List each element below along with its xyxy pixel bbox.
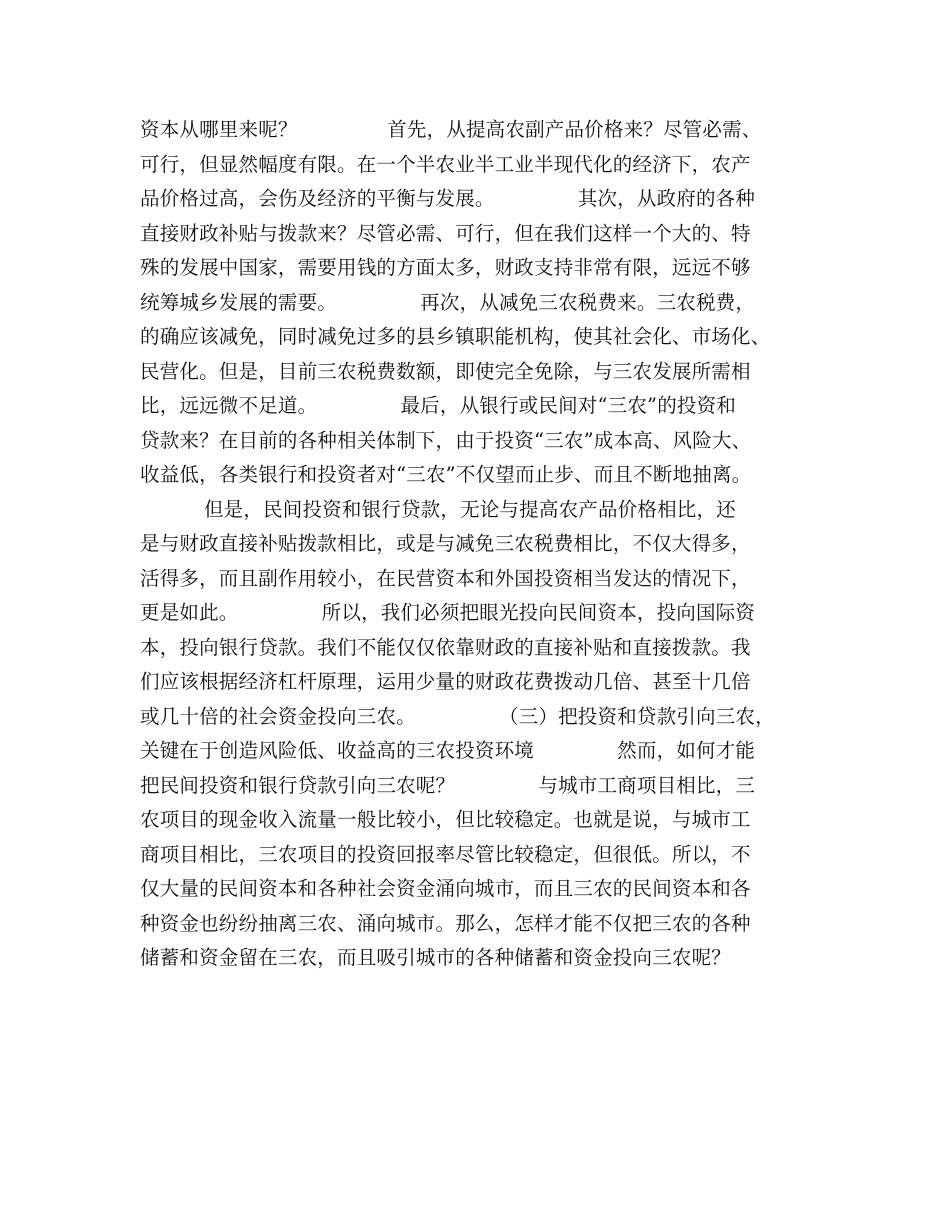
text-line: 直接财政补贴与拨款来？尽管必需、可行，但在我们这样一个大的、特	[140, 221, 751, 245]
text-line: 商项目相比，三农项目的投资回报率尽管比较稳定，但很低。所以，不	[140, 842, 751, 866]
text-line: 可行，但显然幅度有限。在一个半农业半工业半现代化的经济下，农产	[140, 152, 751, 176]
text-line: 仅大量的民间资本和各种社会资金涌向城市，而且三农的民间资本和各	[140, 877, 751, 900]
text-line: 贷款来？在目前的各种相关体制下，由于投资“三农”成本高、风险大、	[140, 428, 752, 452]
text-line: 们应该根据经济杠杆原理，运用少量的财政花费拨动几倍、甚至十几倍	[140, 670, 751, 693]
text-line: 或几十倍的社会资金投向三农。 （三）把投资和贷款引向三农，	[140, 704, 775, 728]
text-line: 种资金也纷纷抽离三农、涌向城市。那么，怎样才能不仅把三农的各种	[140, 911, 751, 935]
text-line: 本，投向银行贷款。我们不能仅仅依靠财政的直接补贴和直接拨款。我	[140, 635, 751, 659]
text-line: 把民间投资和银行贷款引向三农呢？ 与城市工商项目相比，三	[140, 773, 756, 797]
text-line: 更是如此。 所以，我们必须把眼光投向民间资本，投向国际资	[140, 601, 756, 624]
text-line: 活得多，而且副作用较小，在民营资本和外国投资相当发达的情况下，	[140, 566, 751, 590]
text-line: 资本从哪里来呢？ 首先，从提高农副产品价格来？尽管必需、	[140, 118, 762, 141]
text-line: 的确应该减免，同时减免过多的县乡镇职能机构，使其社会化、市场化、	[140, 325, 771, 348]
text-line: 储蓄和资金留在三农，而且吸引城市的各种储蓄和资金投向三农呢？	[140, 946, 732, 969]
text-line: 比，远远微不足道。 最后，从银行或民间对“三农”的投资和	[140, 394, 737, 417]
body-text	[140, 113, 840, 976]
text-line: 是与财政直接补贴拨款相比，或是与减免三农税费相比，不仅大得多，	[140, 532, 751, 555]
text-line: 品价格过高，会伤及经济的平衡与发展。 其次，从政府的各种	[140, 187, 756, 210]
text-line: 殊的发展中国家，需要用钱的方面太多，财政支持非常有限，远远不够	[140, 256, 751, 279]
text-line: 但是，民间投资和银行贷款，无论与提高农产品价格相比，还	[140, 497, 736, 521]
text-line: 统筹城乡发展的需要。 再次，从减免三农税费来。三农税费，	[140, 290, 756, 314]
text-line: 民营化。但是，目前三农税费数额，即使完全免除，与三农发展所需相	[140, 359, 751, 383]
text-line: 关键在于创造风险低、收益高的三农投资环境 然而，如何才能	[140, 739, 756, 762]
text-line: 收益低，各类银行和投资者对“三农”不仅望而止步、而且不断地抽离。	[140, 463, 752, 486]
text-line: 农项目的现金收入流量一般比较小，但比较稳定。也就是说，与城市工	[140, 808, 751, 831]
